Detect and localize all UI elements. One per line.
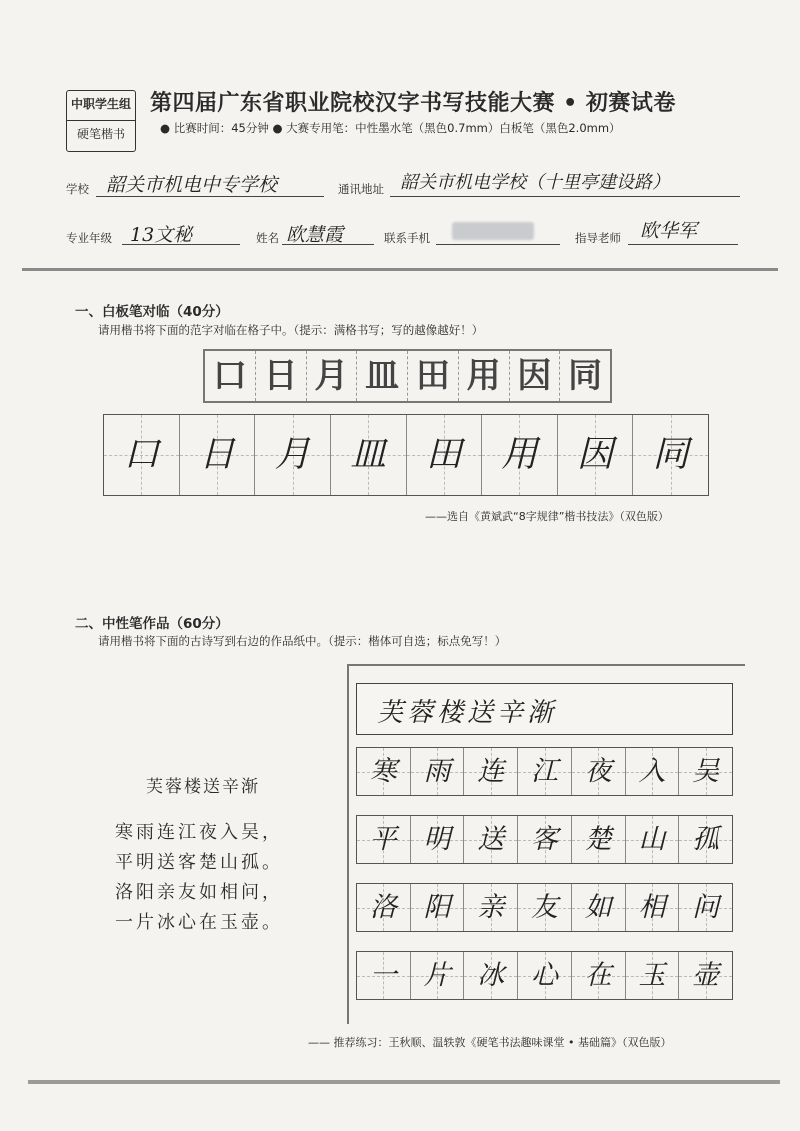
work-cell[interactable]: [357, 952, 411, 999]
work-cell[interactable]: [411, 952, 465, 999]
practice-cell[interactable]: [407, 415, 483, 495]
work-cell[interactable]: [679, 816, 732, 863]
work-cell[interactable]: [626, 952, 680, 999]
address-line: [390, 196, 740, 197]
page-subtitle: ● 比赛时间：45分钟 ● 大赛专用笔：中性墨水笔（黑色0.7mm）白板笔（黑色2.0mm）: [160, 121, 621, 135]
handwritten-char: 阳: [423, 892, 451, 923]
name-label: 姓名: [256, 231, 279, 245]
handwritten-char: 一: [369, 960, 397, 991]
work-cell[interactable]: [679, 884, 732, 931]
model-char: 皿: [357, 351, 408, 401]
section2-credit: —— 推荐练习：王秋顺、温轶敦《硬笔书法趣味课堂 • 基础篇》（双色版）: [308, 1036, 672, 1049]
poem-title: 芙蓉楼送辛渐: [146, 777, 260, 797]
teacher-line: [628, 244, 738, 245]
teacher-label: 指导老师: [575, 231, 621, 245]
group-badge-line1: 中职学生组: [70, 97, 131, 111]
practice-cell[interactable]: [558, 415, 634, 495]
work-cell[interactable]: [518, 816, 572, 863]
teacher-value[interactable]: 欧华军: [640, 220, 698, 242]
work-cell[interactable]: [411, 748, 465, 795]
handwritten-char: 明: [423, 824, 451, 855]
group-badge: [66, 90, 136, 152]
handwritten-char: 送: [477, 824, 505, 855]
handwritten-char: 楚: [584, 824, 612, 855]
handwritten-char: 友: [531, 892, 559, 923]
work-row-2[interactable]: [356, 815, 733, 864]
handwritten-char: 玉: [638, 960, 666, 991]
work-cell[interactable]: [411, 816, 465, 863]
handwritten-char: 片: [423, 960, 451, 991]
section1-title: 一、白板笔对临（40分）: [75, 304, 229, 320]
handwritten-char: 冰: [477, 960, 505, 991]
phone-redacted: [452, 222, 534, 240]
grade-value[interactable]: 13文秘: [130, 224, 193, 246]
work-row-1[interactable]: [356, 747, 733, 796]
handwritten-char: 月: [274, 434, 311, 475]
page-bottom-rule: [28, 1080, 780, 1084]
handwritten-char: 江: [531, 756, 559, 787]
model-char: 因: [510, 351, 561, 401]
model-char: 日: [256, 351, 307, 401]
grade-label: 专业年级: [66, 231, 112, 245]
work-cell[interactable]: [411, 884, 465, 931]
school-label: 学校: [66, 182, 89, 196]
work-cell[interactable]: [464, 884, 518, 931]
handwritten-char: 孤: [692, 824, 720, 855]
poem-line: 洛阳亲友如相问，: [115, 882, 283, 903]
work-cell[interactable]: [464, 816, 518, 863]
phone-line: [436, 244, 560, 245]
handwritten-char: 在: [584, 960, 612, 991]
handwritten-char: 问: [692, 892, 720, 923]
handwritten-char: 心: [531, 960, 559, 991]
poem-line: 寒雨连江夜入吴，: [115, 822, 283, 843]
handwritten-char: 用: [501, 434, 538, 475]
handwritten-char: 洛: [369, 892, 397, 923]
handwritten-char: 口: [123, 434, 160, 475]
header-divider: [22, 268, 778, 271]
work-cell[interactable]: [357, 816, 411, 863]
handwritten-char: 同: [652, 434, 689, 475]
handwritten-char: 雨: [423, 756, 451, 787]
handwritten-char: 皿: [350, 434, 387, 475]
work-cell[interactable]: [518, 952, 572, 999]
practice-cell[interactable]: [331, 415, 407, 495]
handwritten-char: 入: [638, 756, 666, 787]
work-cell[interactable]: [572, 884, 626, 931]
section2-desc: 请用楷书将下面的古诗写到右边的作品纸中。（提示：楷体可自选；标点免写！）: [98, 634, 507, 648]
work-cell[interactable]: [679, 748, 732, 795]
work-cell[interactable]: [464, 748, 518, 795]
practice-cell[interactable]: [633, 415, 708, 495]
handwritten-char: 寒: [369, 756, 397, 787]
school-value[interactable]: 韶关市机电中专学校: [106, 174, 278, 196]
practice-cell[interactable]: [180, 415, 256, 495]
page-title: 第四届广东省职业院校汉字书写技能大赛 • 初赛试卷: [150, 91, 676, 116]
model-char: 田: [408, 351, 459, 401]
handwritten-char: 田: [425, 434, 462, 475]
handwritten-char: 客: [531, 824, 559, 855]
handwritten-char: 连: [477, 756, 505, 787]
work-cell[interactable]: [572, 952, 626, 999]
address-label: 通讯地址: [338, 182, 384, 196]
address-value[interactable]: 韶关市机电学校（十里亭建设路）: [400, 172, 670, 193]
work-title-text: 芙蓉楼送辛渐: [377, 698, 558, 728]
handwritten-char: 因: [577, 434, 614, 475]
section1-desc: 请用楷书将下面的范字对临在格子中。（提示：满格书写；写的越像越好！）: [98, 323, 484, 337]
model-char: 口: [205, 351, 256, 401]
handwritten-char: 日: [198, 434, 235, 475]
model-char: 用: [459, 351, 510, 401]
work-cell[interactable]: [357, 748, 411, 795]
handwritten-char: 相: [638, 892, 666, 923]
work-cell[interactable]: [626, 748, 680, 795]
work-row-3[interactable]: [356, 883, 733, 932]
work-cell[interactable]: [626, 816, 680, 863]
phone-label: 联系手机: [384, 231, 430, 245]
work-cell[interactable]: [518, 748, 572, 795]
group-badge-line2: 硬笔楷书: [76, 127, 125, 141]
poem-line: 平明送客楚山孤。: [115, 852, 283, 873]
work-cell[interactable]: [357, 884, 411, 931]
handwritten-char: 壶: [692, 960, 720, 991]
model-chars-row: [203, 349, 612, 403]
work-cell[interactable]: [518, 884, 572, 931]
work-row-4[interactable]: [356, 951, 733, 1000]
work-cell[interactable]: [464, 952, 518, 999]
practice-cell[interactable]: [104, 415, 180, 495]
work-cell[interactable]: [626, 884, 680, 931]
practice-cell[interactable]: [255, 415, 331, 495]
practice-grid[interactable]: [103, 414, 709, 496]
name-value[interactable]: 欧慧霞: [286, 224, 344, 246]
work-cell[interactable]: [572, 816, 626, 863]
work-cell[interactable]: [679, 952, 732, 999]
handwritten-char: 平: [369, 824, 397, 855]
handwritten-char: 山: [638, 824, 666, 855]
handwritten-char: 夜: [584, 756, 612, 787]
handwritten-char: 如: [584, 892, 612, 923]
work-title-box[interactable]: [356, 683, 733, 735]
poem-line: 一片冰心在玉壶。: [115, 912, 283, 933]
work-cell[interactable]: [572, 748, 626, 795]
section1-credit: ——选自《黄斌武“8字规律”楷书技法》（双色版）: [425, 510, 669, 523]
section2-title: 二、中性笔作品（60分）: [75, 616, 229, 632]
model-char: 月: [307, 351, 358, 401]
handwritten-char: 吴: [692, 756, 720, 787]
practice-cell[interactable]: [482, 415, 558, 495]
handwritten-char: 亲: [477, 892, 505, 923]
model-char: 同: [568, 356, 603, 396]
